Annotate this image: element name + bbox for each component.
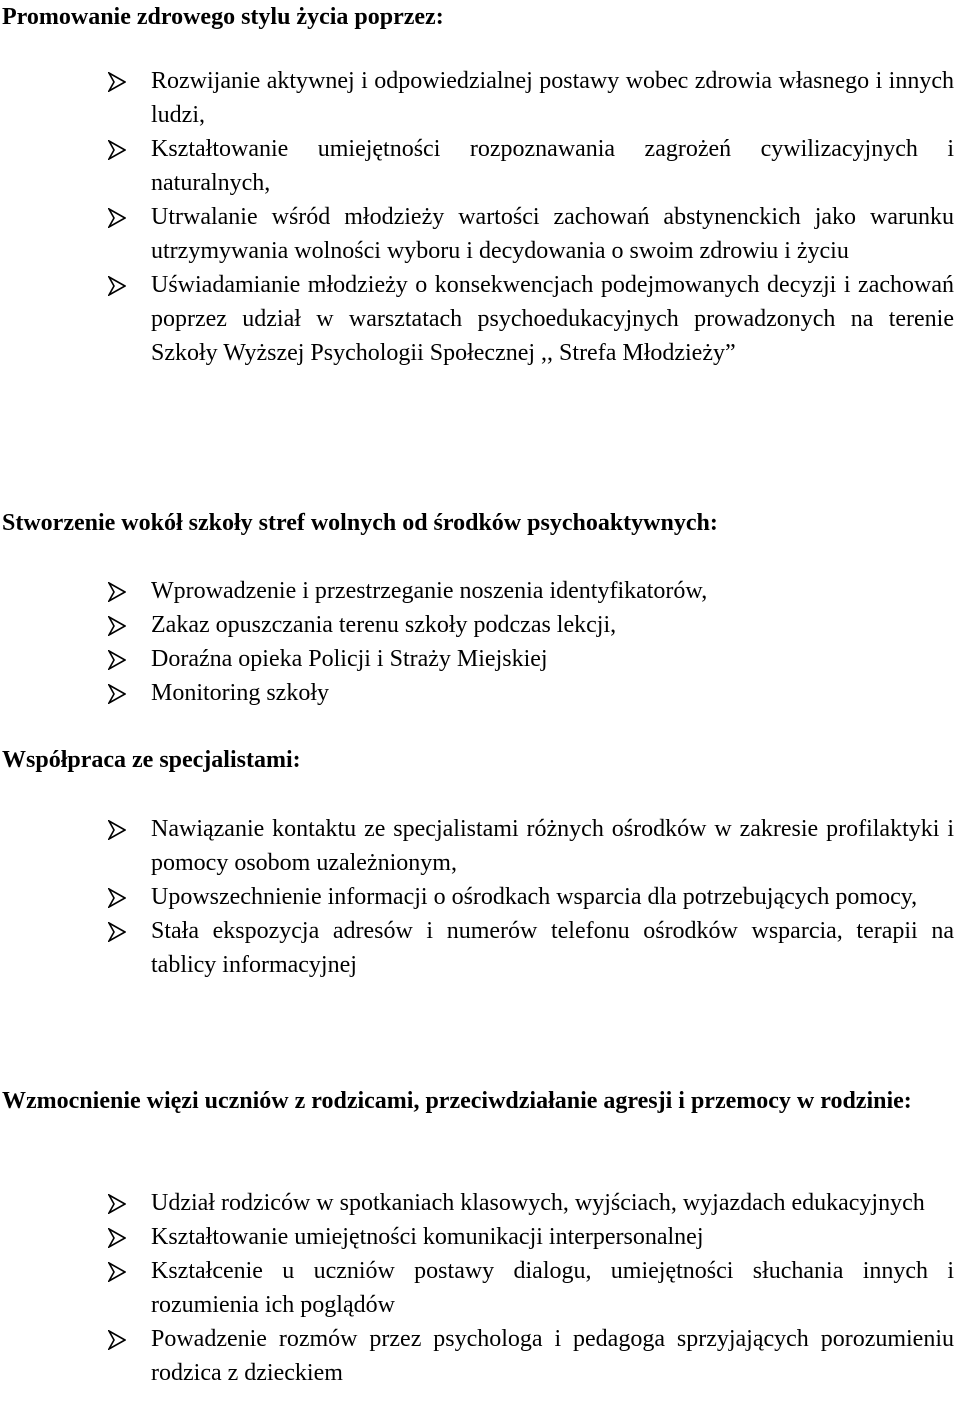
- list-item: [0, 1220, 960, 1254]
- list-item-text: Wprowadzenie i przestrzeganie noszenia identyfikatorów,: [151, 578, 708, 604]
- arrowhead-bullet-icon: [108, 276, 126, 296]
- section-list-health-promotion: [0, 64, 960, 370]
- list-item-text: Zakaz opuszczania terenu szkoły podczas lekcji,: [151, 612, 617, 638]
- section-heading-drug-free-zones: Stworzenie wokół szkoły stref wolnych od środków psychoaktywnych:: [2, 510, 718, 536]
- list-item-text: Rozwijanie aktywnej i odpowiedzialnej postawy wobec zdrowia własnego i innych ludzi,: [151, 68, 954, 128]
- list-item-text: Kształtowanie umiejętności rozpoznawania zagrożeń cywilizacyjnych i naturalnych,: [151, 136, 954, 196]
- section-list-specialist-cooperation: [0, 812, 960, 982]
- arrowhead-bullet-icon: [108, 650, 126, 670]
- arrowhead-bullet-icon: [108, 582, 126, 602]
- arrowhead-bullet-icon: [108, 1330, 126, 1350]
- arrowhead-bullet-icon: [108, 922, 126, 942]
- list-item: [0, 1322, 960, 1390]
- list-item: [0, 642, 960, 676]
- list-item: [0, 64, 960, 132]
- arrowhead-bullet-icon: [108, 616, 126, 636]
- list-item: [0, 608, 960, 642]
- list-item-text: Uświadamianie młodzieży o konsekwencjach podejmowanych decyzji i zachowań poprzez udział w warsztatach psychoedukacyjnych prowadzonych na terenie Szkoły Wyższej Psychologii Społecznej ,, Strefa Młodzieży”: [151, 272, 954, 366]
- arrowhead-bullet-icon: [108, 140, 126, 160]
- section-heading-health-promotion: Promowanie zdrowego stylu życia poprzez:: [2, 4, 444, 30]
- list-item: [0, 880, 960, 914]
- list-item: [0, 676, 960, 710]
- list-item-text: Kształcenie u uczniów postawy dialogu, umiejętności słuchania innych i rozumienia ich poglądów: [151, 1258, 954, 1318]
- list-item-text: Nawiązanie kontaktu ze specjalistami różnych ośrodków w zakresie profilaktyki i pomocy osobom uzależnionym,: [151, 816, 954, 876]
- list-item: [0, 132, 960, 200]
- list-item: [0, 268, 960, 370]
- list-item-text: Monitoring szkoły: [151, 680, 329, 706]
- list-item: [0, 812, 960, 880]
- list-item: [0, 200, 960, 268]
- list-item-text: Doraźna opieka Policji i Straży Miejskiej: [151, 646, 548, 672]
- list-item-text: Upowszechnienie informacji o ośrodkach wsparcia dla potrzebujących pomocy,: [151, 884, 918, 910]
- list-item-text: Udział rodziców w spotkaniach klasowych, wyjściach, wyjazdach edukacyjnych: [151, 1190, 925, 1216]
- section-heading-specialist-cooperation: Współpraca ze specjalistami:: [2, 747, 301, 773]
- arrowhead-bullet-icon: [108, 684, 126, 704]
- list-item-text: Powadzenie rozmów przez psychologa i pedagoga sprzyjających porozumieniu rodzica z dzieckiem: [151, 1326, 954, 1386]
- arrowhead-bullet-icon: [108, 1194, 126, 1214]
- arrowhead-bullet-icon: [108, 888, 126, 908]
- arrowhead-bullet-icon: [108, 1228, 126, 1248]
- list-item-text: Stała ekspozycja adresów i numerów telefonu ośrodków wsparcia, terapii na tablicy informacyjnej: [151, 918, 954, 978]
- arrowhead-bullet-icon: [108, 72, 126, 92]
- list-item-text: Kształtowanie umiejętności komunikacji interpersonalnej: [151, 1224, 704, 1250]
- arrowhead-bullet-icon: [108, 820, 126, 840]
- section-list-drug-free-zones: [0, 574, 960, 710]
- arrowhead-bullet-icon: [108, 1262, 126, 1282]
- list-item: [0, 1186, 960, 1220]
- list-item: [0, 914, 960, 982]
- arrowhead-bullet-icon: [108, 208, 126, 228]
- list-item: [0, 1254, 960, 1322]
- list-item: [0, 574, 960, 608]
- section-list-family-bonds: [0, 1186, 960, 1390]
- list-item-text: Utrwalanie wśród młodzieży wartości zachowań abstynenckich jako warunku utrzymywania wolności wyboru i decydowania o swoim zdrowiu i życiu: [151, 204, 954, 264]
- section-heading-family-bonds: Wzmocnienie więzi uczniów z rodzicami, przeciwdziałanie agresji i przemocy w rodzinie:: [2, 1088, 912, 1114]
